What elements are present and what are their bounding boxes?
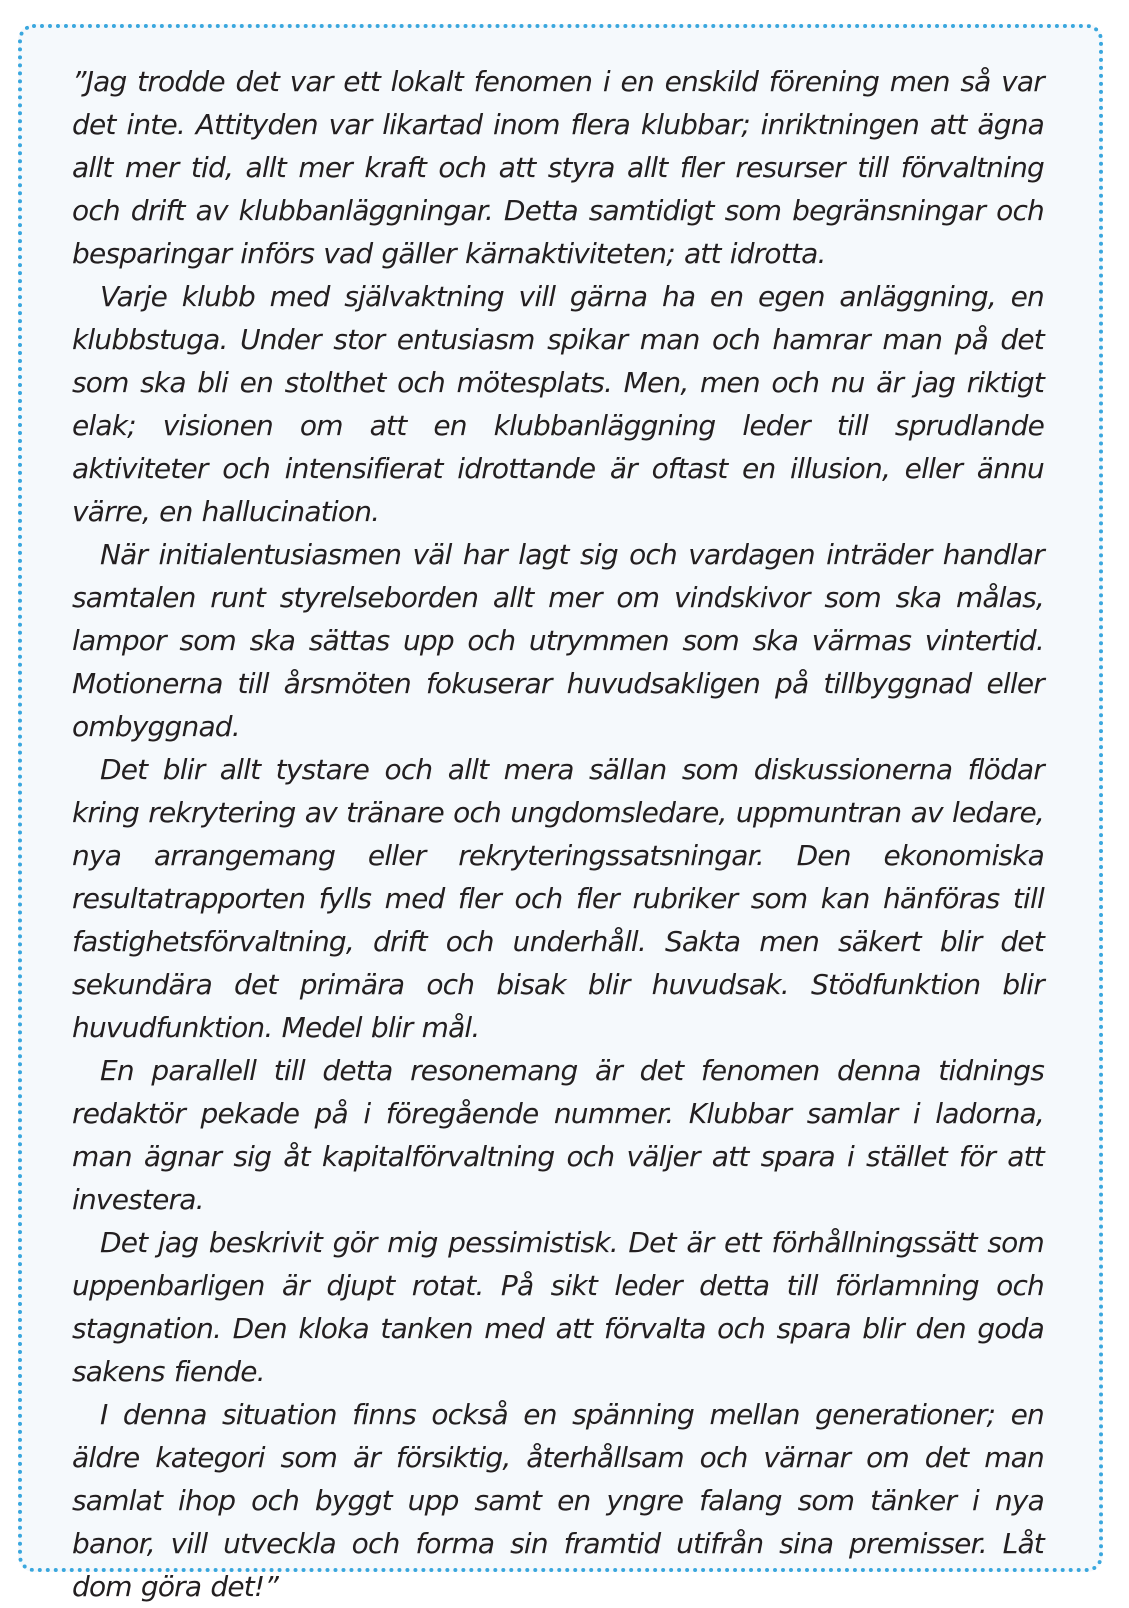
paragraph-7: I denna situation finns också en spänning mellan generationer; en äldre kategori som är försiktig, återhållsam och värnar om det man samlat ihop och byggt upp samt en yngre falang som tänker i nya banor, vill utveckla och forma sin framtid utifrån sina premisser. Låt dom göra det!”	[72, 1398, 1044, 1603]
paragraph-6: Det jag beskrivit gör mig pessimistisk. Det är ett förhållningssätt som uppenbarligen är djupt rotat. På sikt leder detta till förlamning och stagnation. Den kloka tanken med att förvalta och spara blir den goda sakens fiende.	[72, 1226, 1044, 1388]
paragraph-1: ”Jag trodde det var ett lokalt fenomen i en enskild förening men så var det inte. Attityden var likartad inom flera klubbar; inriktningen att ägna allt mer tid, allt mer kraft och att styra allt fler resurser till förvaltning och drift av klubbanläggningar. Detta samtidigt som begränsningar och besparingar införs vad gäller kärnaktiviteten; att idrotta.	[72, 65, 1044, 270]
paragraph-4: Det blir allt tystare och allt mera sällan som diskussionerna flödar kring rekrytering av tränare och ungdomsledare, uppmuntran av ledare, nya arrangemang eller rekryteringssatsningar. Den ekonomiska resultatrapporten fylls med fler och fler rubriker som kan hänföras till fastighetsförvaltning, drift och underhåll. Sakta men säkert blir det sekundära det primära och bisak blir huvudsak. Stödfunktion blir huvudfunktion. Medel blir mål.	[72, 753, 1044, 1044]
quote-article	[72, 60, 1044, 1608]
paragraph-5: En parallell till detta resonemang är det fenomen denna tidnings redaktör pekade på i föregående nummer. Klubbar samlar i ladorna, man ägnar sig åt kapitalförvaltning och väljer att spara i stället för att investera.	[72, 1054, 1044, 1216]
paragraph-2: Varje klubb med självaktning vill gärna ha en egen anläggning, en klubbstuga. Under stor entusiasm spikar man och hamrar man på det som ska bli en stolthet och mötesplats. Men, men och nu är jag riktigt elak; visionen om att en klubbanläggning leder till sprudlande aktiviteter och intensifierat idrottande är oftast en illusion, eller ännu värre, en hallucination.	[72, 280, 1044, 528]
paragraph-3: När initialentusiasmen väl har lagt sig och vardagen inträder handlar samtalen runt styrelseborden allt mer om vindskivor som ska målas, lampor som ska sättas upp och utrymmen som ska värmas vintertid. Motionerna till årsmöten fokuserar huvudsakligen på tillbyggnad eller ombyggnad.	[72, 538, 1044, 743]
